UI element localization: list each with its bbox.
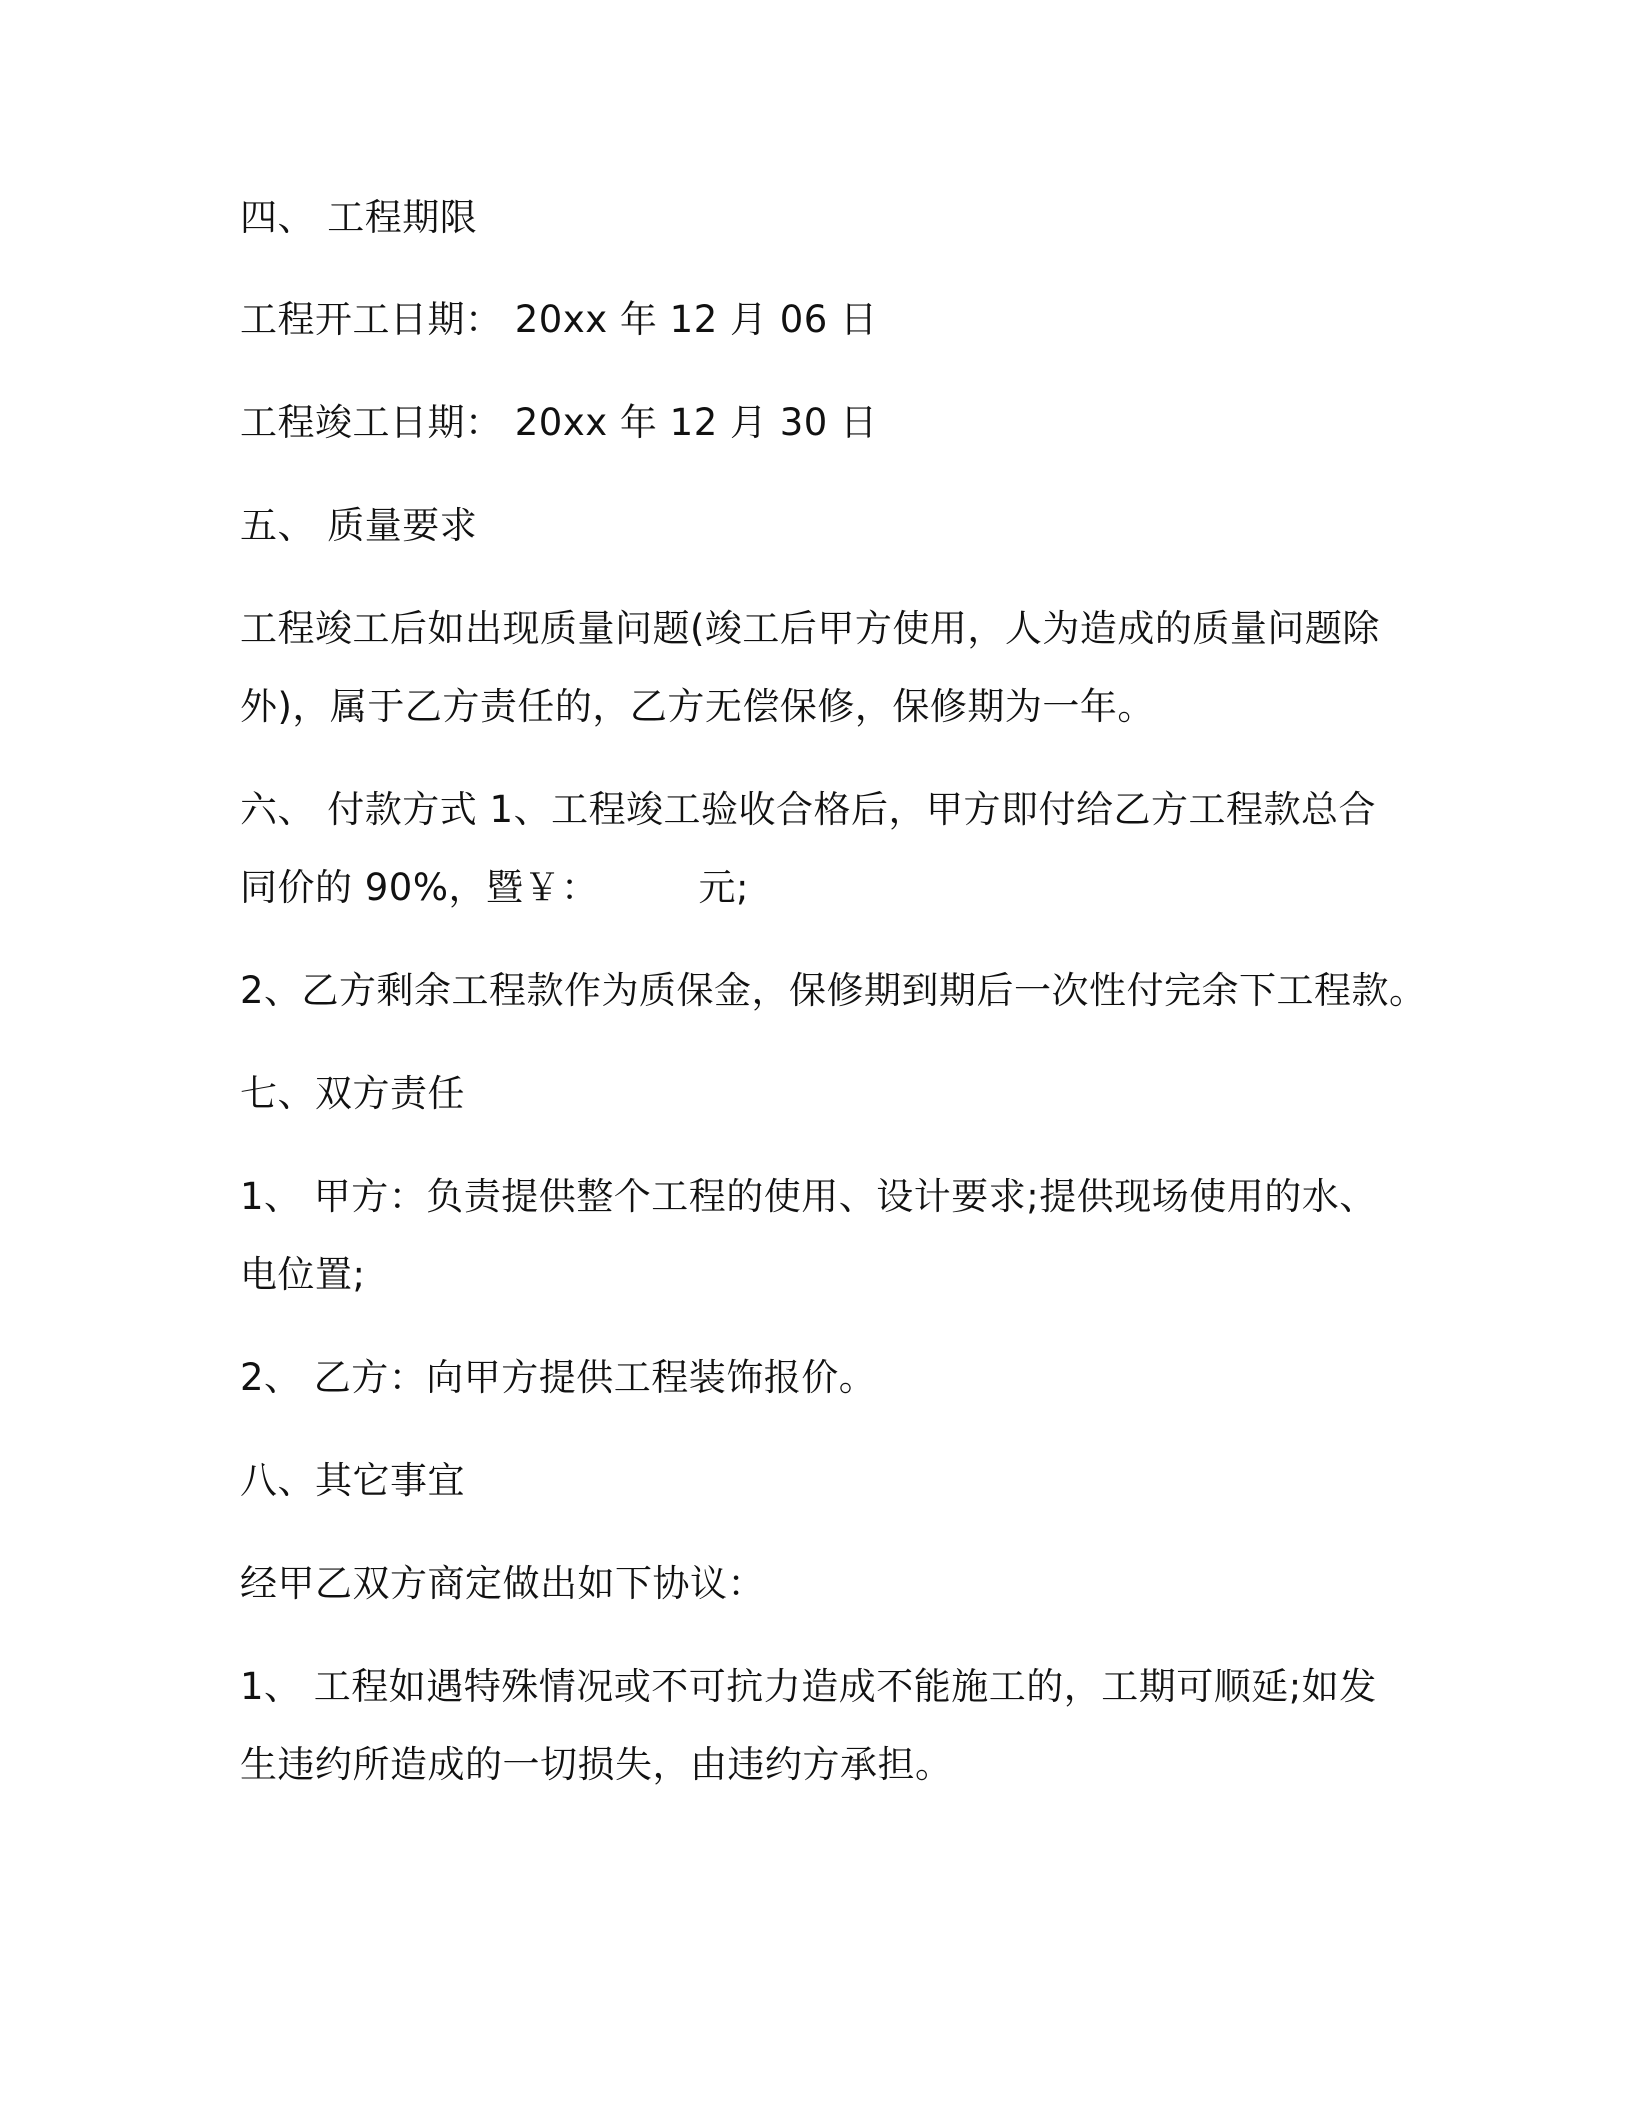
end-date-line: 工程竣工日期： 20xx 年 12 月 30 日 <box>240 401 878 444</box>
quality-paragraph-line-2: 外)，属于乙方责任的，乙方无偿保修，保修期为一年。 <box>240 685 1155 728</box>
section-8-heading: 八、其它事宜 <box>240 1459 465 1502</box>
quality-paragraph-line-1: 工程竣工后如出现质量问题(竣工后甲方使用，人为造成的质量问题除 <box>240 607 1380 650</box>
section-6-line-2 <box>240 864 749 912</box>
section-5-heading: 五、 质量要求 <box>240 504 478 547</box>
party-a-line-2: 电位置; <box>240 1253 366 1296</box>
start-date-line: 工程开工日期： 20xx 年 12 月 06 日 <box>240 298 878 341</box>
payment-item-2: 2、乙方剩余工程款作为质保金，保修期到期后一次性付完余下工程款。 <box>240 969 1427 1012</box>
party-b-line: 2、 乙方：向甲方提供工程装饰报价。 <box>240 1356 877 1399</box>
clause-1-line-2: 生违约所造成的一切损失，由违约方承担。 <box>240 1743 953 1786</box>
currency-unit-text: 元; <box>698 866 749 909</box>
section-7-heading: 七、双方责任 <box>240 1072 465 1115</box>
party-a-line-1: 1、 甲方：负责提供整个工程的使用、设计要求;提供现场使用的水、 <box>240 1175 1377 1218</box>
agreement-intro: 经甲乙双方商定做出如下协议： <box>240 1562 765 1605</box>
section-6-line-1: 六、 付款方式 1、工程竣工验收合格后，甲方即付给乙方工程款总合 <box>240 788 1377 831</box>
section-4-heading: 四、 工程期限 <box>240 196 478 239</box>
clause-1-line-1: 1、 工程如遇特殊情况或不可抗力造成不能施工的，工期可顺延;如发 <box>240 1665 1377 1708</box>
payment-percentage-text: 同价的 90%，暨￥： <box>240 866 599 909</box>
